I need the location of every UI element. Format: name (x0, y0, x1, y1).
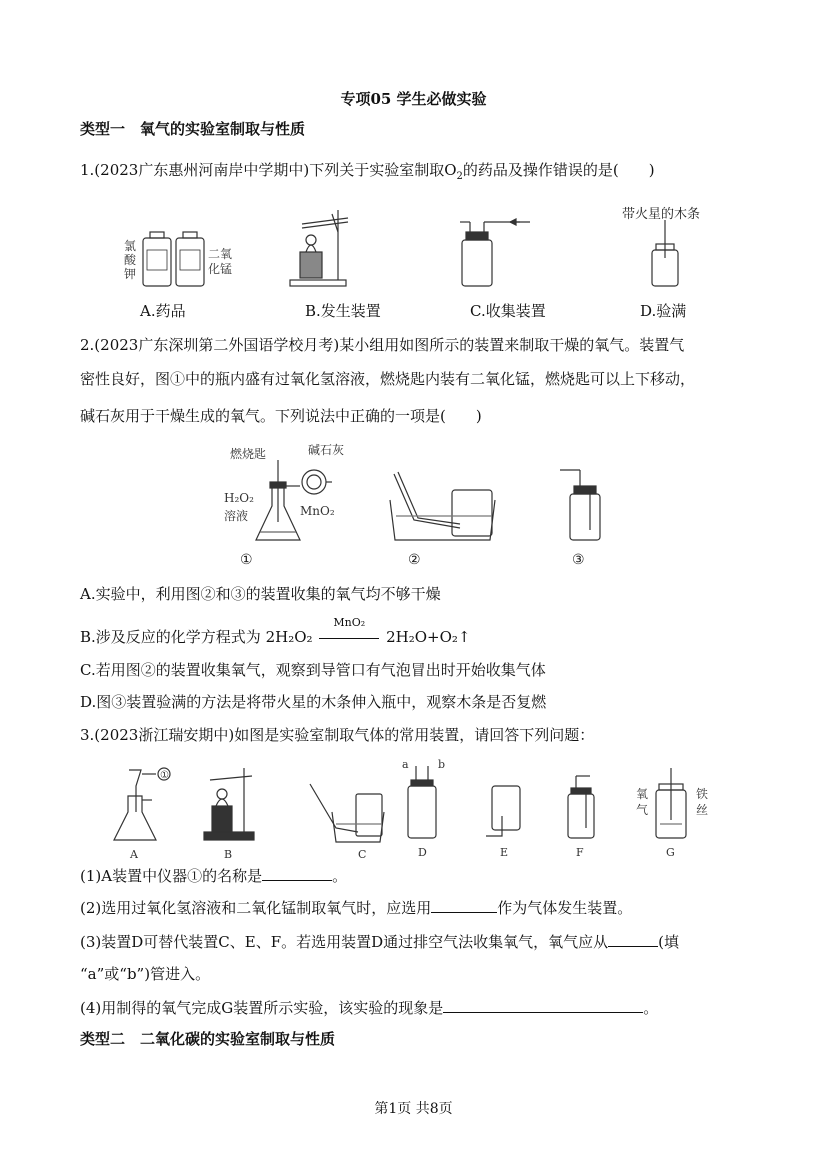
label-mno2-1: 二氧 (208, 247, 233, 261)
splint-label: 带火星的木条 (622, 207, 701, 222)
erlenmeyer-flask-figure (256, 460, 332, 540)
splint-test-figure (652, 220, 678, 286)
q2-option-d: D.图③装置验满的方法是将带火星的木条伸入瓶中，观察木条是否复燃 (80, 693, 547, 711)
label-e: E (500, 846, 509, 859)
q2-line2: 密性良好，图①中的瓶内盛有过氧化氢溶液，燃烧匙内装有二氧化锰，燃烧匙可以上下移动， (80, 370, 696, 388)
generator-apparatus-figure (290, 210, 348, 286)
tube-b-label: b (438, 758, 446, 771)
q2-option-b-arrow (317, 616, 381, 647)
q3-part3-line2: “a”或“b”)管进入。 (80, 965, 211, 983)
tube-a-label: a (402, 758, 409, 771)
q1-stem (80, 160, 655, 187)
q3-part1 (80, 866, 347, 886)
q3-part2-blank[interactable] (431, 898, 497, 913)
label-mno2-2: 化锰 (208, 262, 233, 276)
q3-part3-blank[interactable] (608, 932, 658, 947)
q3-part3 (80, 932, 679, 952)
iron-label-2: 丝 (696, 803, 709, 817)
fig-lime-label: 碱石灰 (308, 443, 345, 457)
q3-part1-text: (1)A装置中仪器①的名称是 (80, 867, 263, 885)
q1-option-c: C.收集装置 (470, 302, 546, 320)
q1-option-d: D.验满 (640, 302, 687, 320)
mark-1: ① (160, 770, 169, 781)
oxygen-label-1: 氧 (636, 787, 649, 801)
oxygen-label-2: 气 (636, 803, 649, 817)
q3-part2 (80, 898, 632, 918)
water-trough-figure (390, 472, 495, 540)
q2-option-b-lhs: 2H₂O₂ (265, 628, 313, 646)
q2-option-b-pre: B.涉及反应的化学方程式为 (80, 628, 261, 646)
label-a: A (130, 848, 138, 861)
label-kclo3-2: 酸 (124, 253, 137, 267)
apparatus-b (204, 768, 254, 840)
q3-part1-blank[interactable] (262, 866, 332, 881)
q2-option-a: A.实验中，利用图②和③的装置收集的氧气均不够干燥 (80, 585, 441, 603)
q2-option-c: C.若用图②的装置收集氧气，观察到导管口有气泡冒出时开始收集气体 (80, 661, 546, 679)
apparatus-d (408, 766, 436, 838)
q3-stem: 3.(2023浙江瑞安期中)如图是实验室制取气体的常用装置，请回答下列问题： (80, 726, 595, 744)
apparatus-e (486, 786, 520, 836)
q3-part2-text: (2)选用过氧化氢溶液和二氧化锰制取氧气时，应选用 (80, 899, 432, 917)
label-kclo3-1: 氯 (124, 239, 137, 253)
q1-figure (80, 192, 740, 296)
label-c: C (358, 848, 367, 861)
q3-part3-end: (填 (658, 933, 679, 951)
fig-h2o2-label: H₂O₂ (224, 491, 254, 505)
fig-num-3: ③ (572, 552, 585, 568)
q3-part2-end: 作为气体发生装置。 (497, 899, 633, 917)
fig-solution-label: 溶液 (224, 509, 249, 523)
label-d: D (418, 846, 427, 859)
q2-option-b-catalyst: MnO₂ (333, 616, 366, 629)
apparatus-c (310, 784, 384, 842)
q3-figure (100, 756, 740, 864)
q3-part4-text: (4)用制得的氧气完成G装置所示实验，该实验的现象是 (80, 999, 444, 1017)
section-heading-1: 类型一 氧气的实验室制取与性质 (80, 120, 306, 138)
label-g: G (666, 846, 675, 859)
q3-part4-blank[interactable] (443, 998, 643, 1013)
q2-line3: 碱石灰用于干燥生成的氧气。下列说法中正确的一项是( ) (80, 407, 482, 425)
section-heading-2: 类型二 二氧化碳的实验室制取与性质 (80, 1030, 336, 1048)
label-kclo3-3: 钾 (124, 267, 137, 281)
label-b: B (224, 848, 233, 861)
page-footer: 第1页 共8页 (374, 1101, 453, 1117)
reagent-bottles-figure (143, 232, 204, 286)
iron-label-1: 铁 (696, 787, 709, 801)
q3-part4 (80, 998, 658, 1018)
q3-part1-end: 。 (332, 867, 348, 885)
q1-stem-tail: 的药品及操作错误的是( ) (462, 161, 655, 179)
fig-num-2: ② (408, 552, 421, 568)
apparatus-f (568, 776, 594, 838)
gas-bottle-figure (560, 470, 600, 540)
fig-spoon-label: 燃烧匙 (230, 447, 267, 461)
q1-stem-sub: 2 (456, 171, 463, 182)
q1-option-a: A.药品 (140, 302, 186, 320)
q2-line1: 2.(2023广东深圳第二外国语学校月考)某小组用如图所示的装置来制取干燥的氧气。装置气 (80, 336, 685, 354)
q1-stem-text: 1.(2023广东惠州河南岸中学期中)下列关于实验室制取O (80, 161, 457, 179)
page-title: 专项05 学生必做实验 (340, 90, 487, 108)
q3-part3-text: (3)装置D可替代装置C、E、F。若选用装置D通过排空气法收集氧气，氧气应从 (80, 933, 609, 951)
collection-bottle-figure (460, 219, 530, 286)
q2-option-b-rhs: 2H₂O+O₂↑ (386, 628, 471, 646)
q2-option-b (80, 616, 471, 647)
label-f: F (576, 846, 584, 859)
q1-option-b: B.发生装置 (305, 302, 381, 320)
q3-part4-end: 。 (643, 999, 659, 1017)
q2-figure (220, 440, 620, 570)
apparatus-g (656, 768, 686, 838)
fig-num-1: ① (240, 552, 253, 568)
fig-mno2-label: MnO₂ (300, 504, 335, 518)
